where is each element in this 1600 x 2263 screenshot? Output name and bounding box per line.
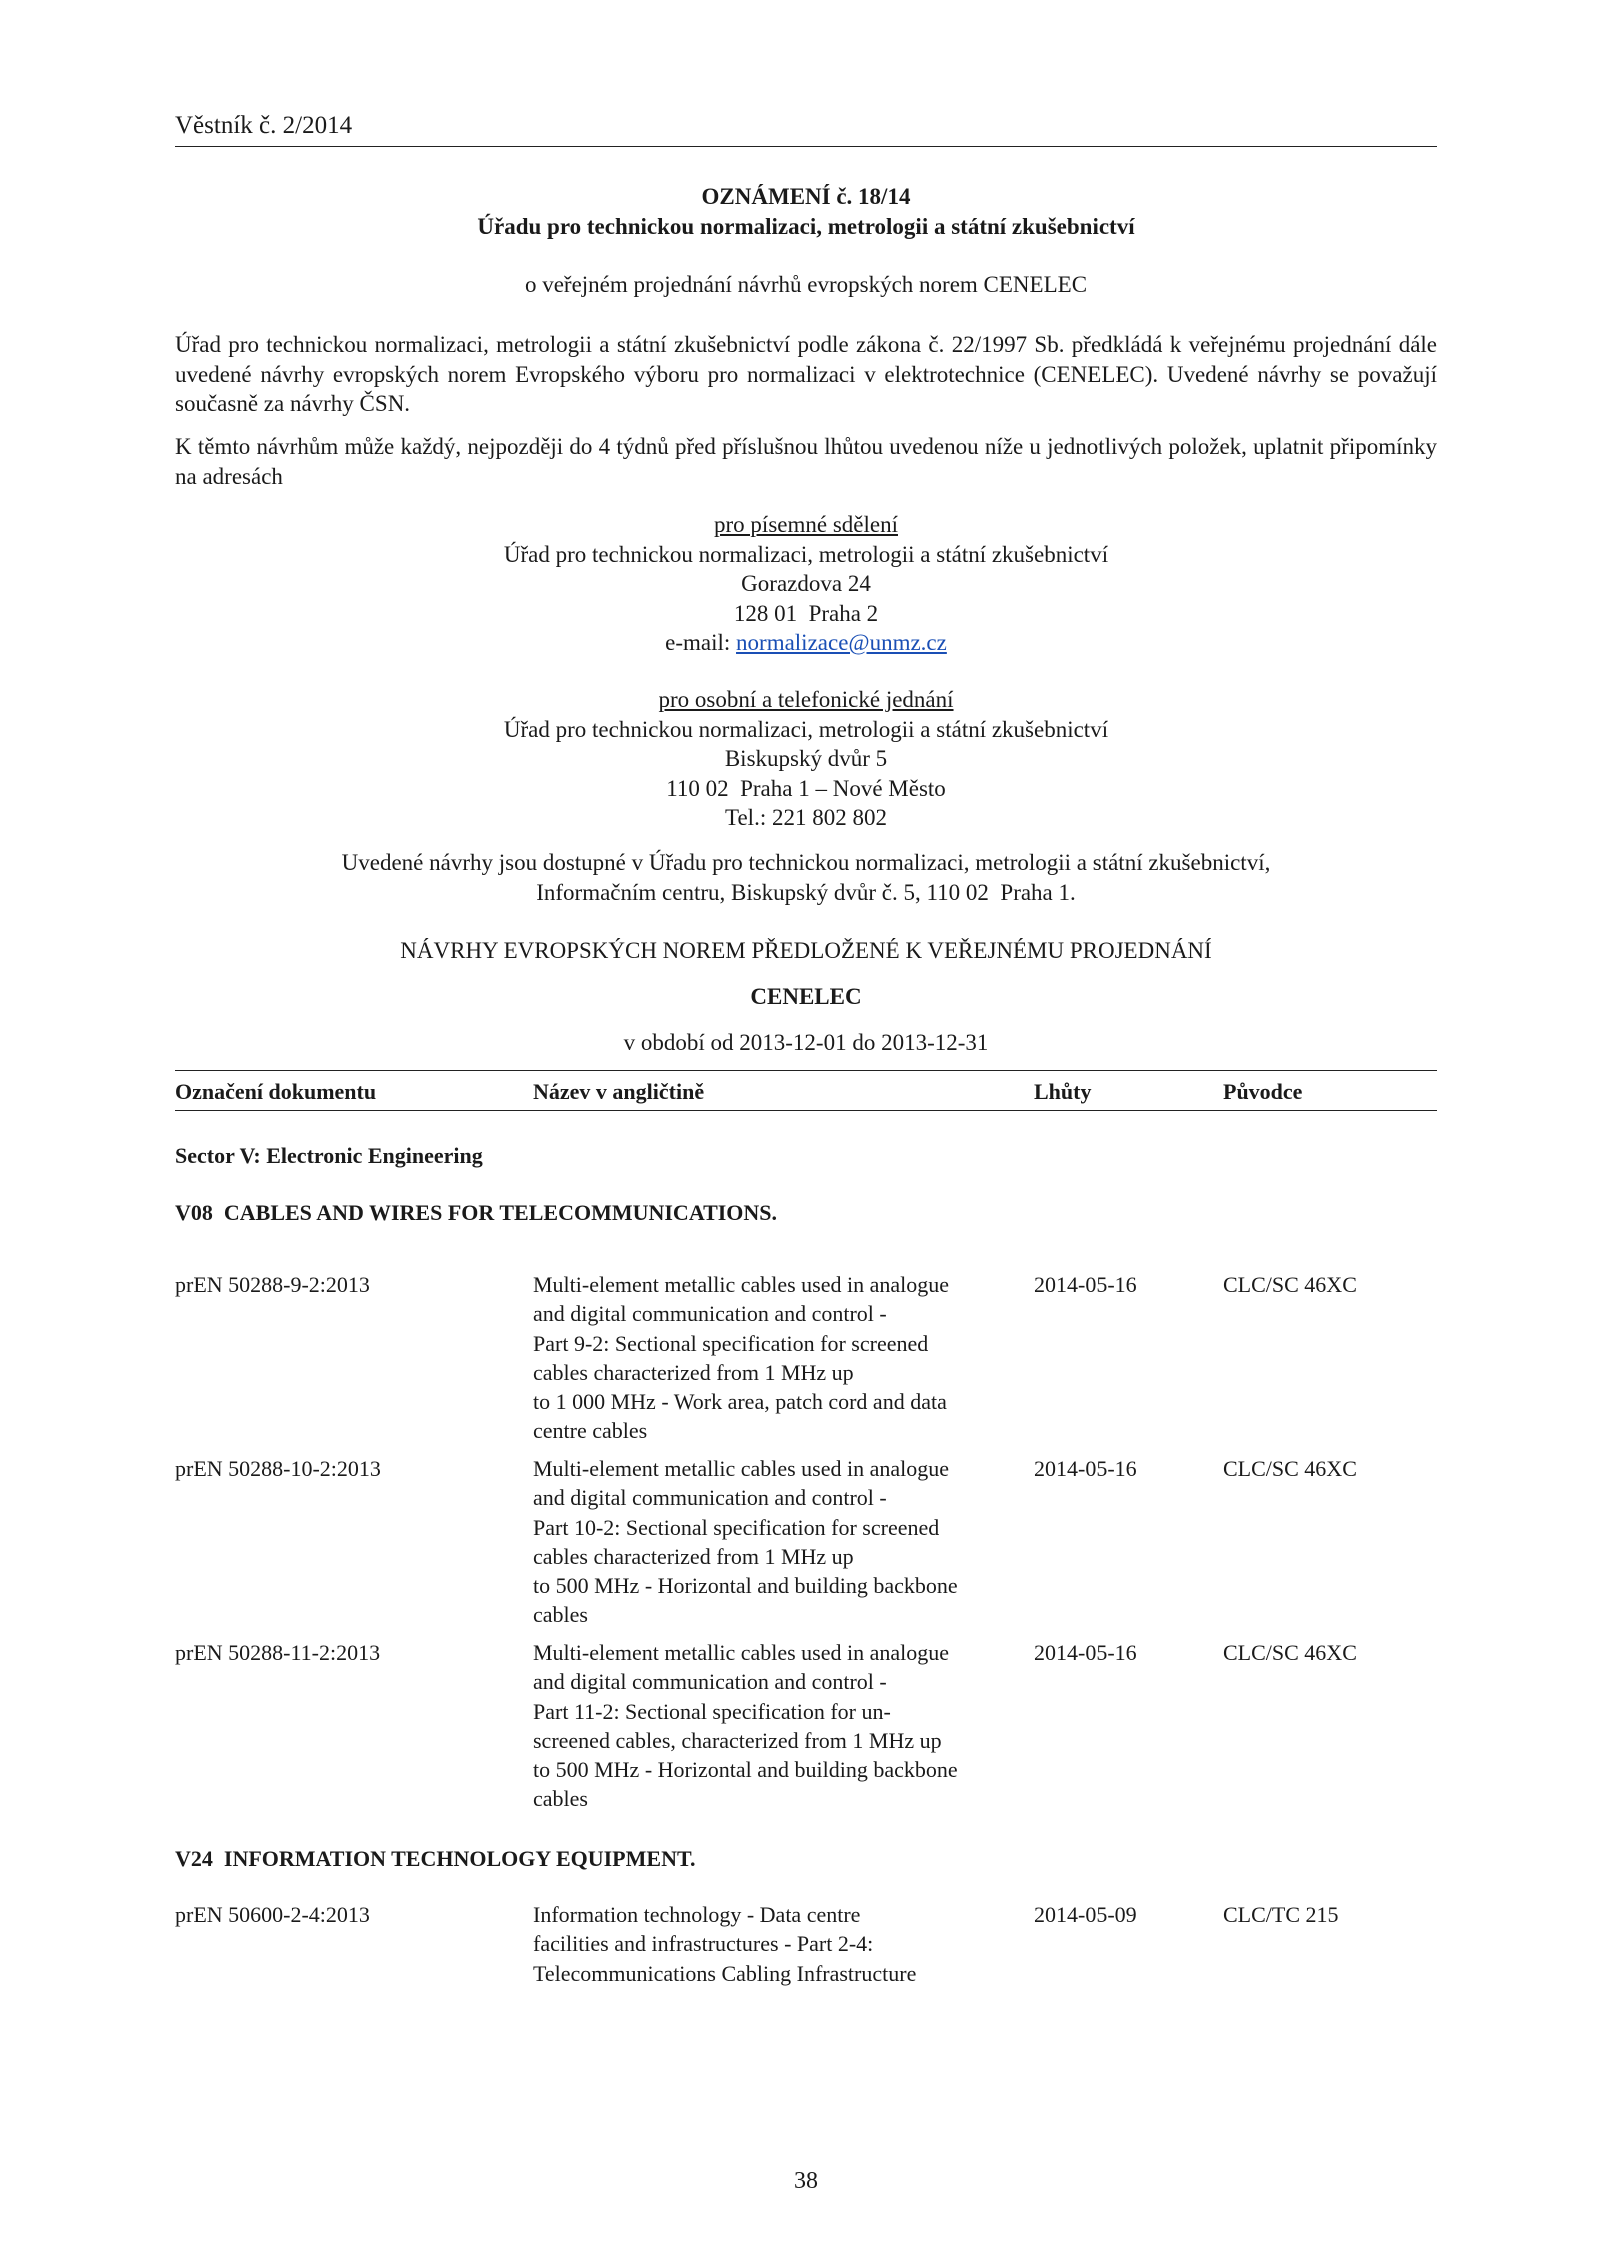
notice-topic: o veřejném projednání návrhů evropských norem CENELEC	[524, 272, 1088, 297]
title-line: and digital communication and control -	[533, 1485, 887, 1511]
availability-note	[175, 848, 1437, 907]
personal-contact-org: Úřad pro technickou normalizaci, metrologii a státní zkušebnictví	[503, 716, 1109, 742]
title-line: Multi-element metallic cables used in analogue	[533, 1456, 950, 1481]
title-line: to 500 MHz - Horizontal and building backbone	[533, 1757, 958, 1783]
title-line: and digital communication and control -	[533, 1669, 887, 1695]
deadline: 2014-05-09	[1034, 1902, 1137, 1927]
title-line: facilities and infrastructures - Part 2-4:	[533, 1931, 874, 1957]
personal-contact-phone: Tel.: 221 802 802	[725, 805, 887, 830]
doc-title	[533, 1900, 1023, 1988]
title-line: Part 9-2: Sectional specification for screened	[533, 1330, 929, 1356]
title-line: and digital communication and control -	[533, 1301, 887, 1327]
sector-heading: Sector V: Electronic Engineering	[175, 1143, 483, 1168]
availability-line-2: Informačním centru, Biskupský dvůr č. 5, 110 02 Praha 1.	[536, 879, 1076, 905]
title-line: cables characterized from 1 MHz up	[533, 1359, 854, 1385]
doc-id: prEN 50600-2-4:2013	[175, 1902, 370, 1927]
table-header-deadline: Lhůty	[1034, 1079, 1092, 1104]
personal-contact-street: Biskupský dvůr 5	[724, 746, 888, 771]
notice-title: OZNÁMENÍ č. 18/14	[701, 184, 911, 209]
table-header-origin: Původce	[1223, 1079, 1303, 1104]
written-contact-city: 128 01 Praha 2	[733, 600, 879, 626]
deadline: 2014-05-16	[1034, 1640, 1137, 1665]
deadline: 2014-05-16	[1034, 1456, 1137, 1481]
written-contact-org: Úřad pro technickou normalizaci, metrologii a státní zkušebnictví	[503, 541, 1109, 567]
section-org: CENELEC	[750, 984, 862, 1009]
section-heading: NÁVRHY EVROPSKÝCH NOREM PŘEDLOŽENÉ K VEŘEJNÉMU PROJEDNÁNÍ	[400, 938, 1212, 963]
group-heading-v24: V24 INFORMATION TECHNOLOGY EQUIPMENT.	[175, 1846, 696, 1871]
intro-paragraph: Úřad pro technickou normalizaci, metrologii a státní zkušebnictví podle zákona č. 22/1997 Sb. předkládá k veřejnému projednání dále uvedené návrhy evropských norem Evropského výboru pro normalizaci v elektrotechnice (CENELEC). Uvedené návrhy se považují současně za návrhy ČSN.	[175, 332, 1437, 416]
title-line: to 1 000 MHz - Work area, patch cord and data	[533, 1389, 947, 1415]
doc-title	[533, 1638, 1023, 1814]
title-line: to 500 MHz - Horizontal and building backbone	[533, 1573, 958, 1599]
doc-title	[533, 1454, 1023, 1630]
doc-title	[533, 1270, 1023, 1446]
title-line: cables	[533, 1602, 588, 1628]
personal-contact-city: 110 02 Praha 1 – Nové Město	[666, 775, 946, 801]
title-line: Multi-element metallic cables used in analogue	[533, 1272, 950, 1297]
group-heading-v08: V08 CABLES AND WIRES FOR TELECOMMUNICATIONS.	[175, 1200, 778, 1225]
doc-id: prEN 50288-11-2:2013	[175, 1640, 381, 1665]
page-number: 38	[794, 2168, 818, 2194]
title-line: centre cables	[533, 1418, 648, 1444]
personal-contact-heading: pro osobní a telefonické jednání	[658, 687, 954, 712]
title-line: cables characterized from 1 MHz up	[533, 1543, 854, 1569]
table-top-rule	[175, 1070, 1437, 1071]
origin: CLC/SC 46XC	[1223, 1456, 1357, 1481]
written-contact-block	[175, 510, 1437, 658]
table-header-doc: Označení dokumentu	[175, 1079, 377, 1104]
title-line: cables	[533, 1786, 588, 1812]
deadline: 2014-05-16	[1034, 1272, 1137, 1297]
title-line: Multi-element metallic cables used in analogue	[533, 1640, 950, 1665]
origin: CLC/SC 46XC	[1223, 1272, 1357, 1297]
running-header: Věstník č. 2/2014	[175, 112, 353, 139]
comments-paragraph: K těmto návrhům může každý, nejpozději do 4 týdnů před příslušnou lhůtou uvedenou níže u jednotlivých položek, uplatnit připomínky na adresách	[175, 434, 1437, 489]
header-rule	[175, 146, 1437, 147]
section-period: v období od 2013-12-01 do 2013-12-31	[623, 1030, 989, 1055]
origin: CLC/SC 46XC	[1223, 1640, 1357, 1665]
written-contact-street: Gorazdova 24	[741, 571, 871, 596]
email-link[interactable]: normalizace@unmz.cz	[736, 630, 947, 655]
doc-id: prEN 50288-9-2:2013	[175, 1272, 370, 1297]
title-line: Part 11-2: Sectional specification for un-	[533, 1698, 891, 1724]
title-line: screened cables, characterized from 1 MHz up	[533, 1727, 942, 1753]
email-label: e-mail:	[665, 630, 737, 655]
personal-contact-block	[175, 685, 1437, 833]
title-line: Part 10-2: Sectional specification for screened	[533, 1514, 940, 1540]
notice-subtitle: Úřadu pro technickou normalizaci, metrologii a státní zkušebnictví	[477, 214, 1135, 239]
title-line: Information technology - Data centre	[533, 1902, 861, 1927]
written-contact-heading: pro písemné sdělení	[714, 512, 898, 537]
table-header-rule	[175, 1110, 1437, 1111]
doc-id: prEN 50288-10-2:2013	[175, 1456, 381, 1481]
table-header-title: Název v angličtině	[533, 1079, 705, 1104]
title-line: Telecommunications Cabling Infrastructure	[533, 1960, 917, 1986]
origin: CLC/TC 215	[1223, 1902, 1339, 1927]
availability-line-1: Uvedené návrhy jsou dostupné v Úřadu pro technickou normalizaci, metrologii a státní zkušebnictví,	[341, 850, 1271, 875]
written-contact-email-line	[175, 628, 1437, 658]
